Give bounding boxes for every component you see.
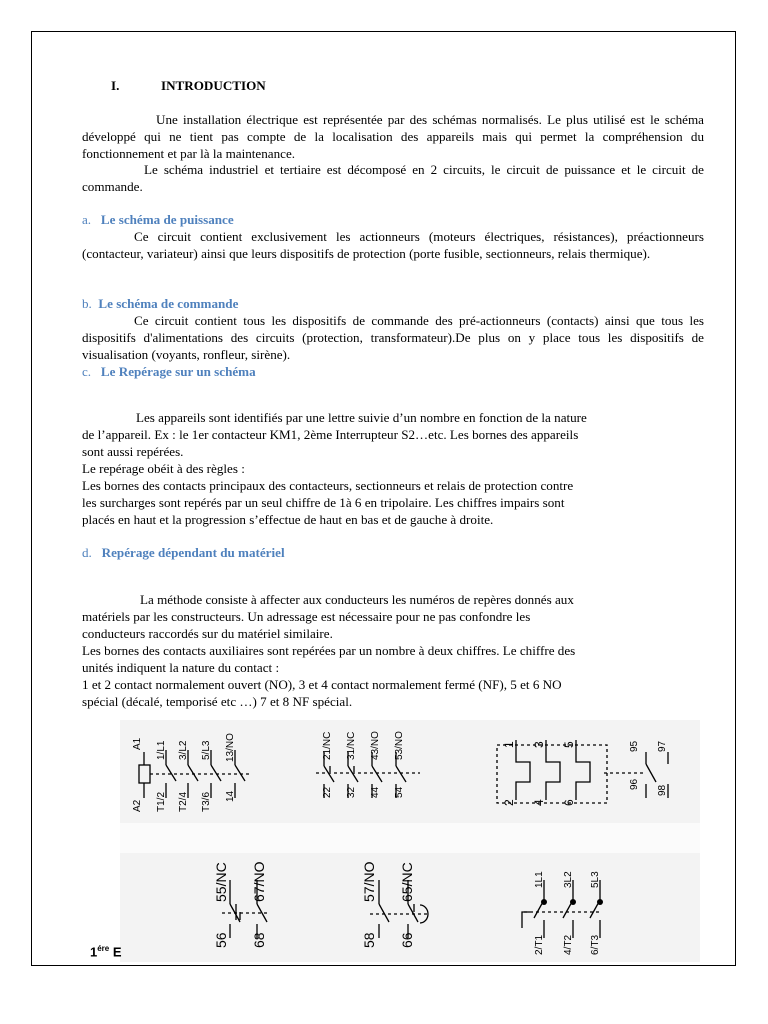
section-d-line: La méthode consiste à affecter aux conducteurs les numéros de repères donnés aux <box>140 592 574 607</box>
terminal-label: 95 <box>629 740 640 752</box>
section-c-line: Les bornes des contacts principaux des contacteurs, sectionneurs et relais de protection contre <box>82 478 574 493</box>
section-a-text: Ce circuit contient exclusivement les actionneurs (moteurs électriques, résistances), préactionneurs (contacteur, variateur) ainsi que leurs dispositifs de protection (porte fusible, sectionneurs, relais thermique). <box>82 229 704 261</box>
section-c-title: Le Repérage sur un schéma <box>100 364 256 379</box>
terminal-label: 3 <box>532 741 546 748</box>
terminal-label: 3/L2 <box>178 740 189 760</box>
terminal-label: 3L2 <box>563 871 574 888</box>
coil-bottom-label: A2 <box>132 799 143 812</box>
terminal-label: 5/L3 <box>201 740 212 760</box>
terminal-label: 2 <box>502 799 516 806</box>
terminal-label: 21/NC <box>322 731 333 760</box>
terminal-label: 13/NO <box>225 733 236 762</box>
section-d-title: Repérage dépendant du matériel <box>101 545 285 560</box>
section-title: INTRODUCTION <box>161 78 266 93</box>
terminal-label: 31/NC <box>346 731 357 760</box>
footer-rest: E <box>112 944 122 960</box>
intro-paragraph-2: Le schéma industriel et tertiaire est décomposé en 2 circuits, le circuit de puissance et le circuit de commande. <box>82 162 704 194</box>
section-number: I. <box>111 78 120 93</box>
footer-number: 1 <box>90 944 98 960</box>
terminal-label: 65/NC <box>399 862 415 902</box>
terminal-label: 68 <box>251 932 267 948</box>
section-d-line: conducteurs raccordés sur du matériel similaire. <box>82 626 333 641</box>
section-b-letter: b. <box>82 296 92 311</box>
terminal-label: 98 <box>657 784 668 796</box>
terminal-label: 32 <box>346 786 357 798</box>
section-d-line: unités indiquent la nature du contact : <box>82 660 280 675</box>
terminal-label: 5L3 <box>590 871 601 888</box>
section-c-line: Le repérage obéit à des règles : <box>82 461 245 476</box>
section-b-text: Ce circuit contient tous les dispositifs de commande des pré-actionneurs (contacts) ainsi que tous les dispositifs d'alimentations des circuits (protection, transformateur).De plus on y place tous les dispositifs de visualisation (voyants, ronfleur, sirène). <box>82 313 704 362</box>
section-c-letter: c. <box>82 364 92 379</box>
terminal-label: 22 <box>322 786 333 798</box>
coil-symbol <box>139 765 150 783</box>
section-b-title: Le schéma de commande <box>98 296 239 311</box>
section-d-letter: d. <box>82 545 92 560</box>
section-d-line: spécial (décalé, temporisé etc …) 7 et 8 NF spécial. <box>82 694 353 709</box>
terminal-label: T1/2 <box>156 791 167 812</box>
section-a-title: Le schéma de puissance <box>100 212 234 227</box>
terminal-label: 58 <box>361 932 377 948</box>
terminal-label: T2/4 <box>178 791 189 812</box>
section-c-line: les surcharges sont repérés par un seul chiffre de 1à 6 en tripolaire. Les chiffres impairs sont <box>82 495 565 510</box>
terminal-label: T3/6 <box>201 791 212 812</box>
terminal-label: 44 <box>370 786 381 798</box>
footer-superscript: ére <box>97 944 110 953</box>
terminal-label: 43/NO <box>370 731 381 760</box>
section-d-line: Les bornes des contacts auxiliaires sont repérées par un nombre à deux chiffres. Le chiffre des <box>82 643 576 658</box>
terminal-label: 96 <box>629 778 640 790</box>
terminal-label: 4 <box>532 799 546 806</box>
section-c-line: Les appareils sont identifiés par une lettre suivie d’un nombre en fonction de la nature <box>136 410 587 425</box>
section-c-line: sont aussi repérées. <box>82 444 184 459</box>
terminal-label: 2/T1 <box>534 934 545 955</box>
terminal-label: 5 <box>562 741 576 748</box>
terminal-label: 1L1 <box>534 871 545 888</box>
terminal-label: 57/NO <box>361 861 377 902</box>
terminal-label: 6/T3 <box>590 934 601 955</box>
terminal-label: 1/L1 <box>156 740 167 760</box>
terminal-label: 6 <box>562 799 576 806</box>
section-a-letter: a. <box>82 212 92 227</box>
terminal-label: 56 <box>213 932 229 948</box>
terminal-label: 14 <box>225 790 236 802</box>
terminal-label: 4/T2 <box>563 934 574 955</box>
page-footer <box>90 944 122 959</box>
intro-paragraph-1: Une installation électrique est représentée par des schémas normalisés. Le plus utilisé est le schéma développé qui ne tient pas compte de la localisation des appareils mais qui permet la compréhension du fonctionnement et par là la maintenance. <box>82 112 704 161</box>
terminal-label: 97 <box>657 740 668 752</box>
terminal-label: 54 <box>394 786 405 798</box>
coil-top-label: A1 <box>132 737 143 750</box>
terminal-label: 66 <box>399 932 415 948</box>
terminal-label: 67/NO <box>251 861 267 902</box>
section-d-line: 1 et 2 contact normalement ouvert (NO), 3 et 4 contact normalement fermé (NF), 5 et 6 NO <box>82 677 562 692</box>
section-d-line: matériels par les constructeurs. Un adressage est nécessaire pour ne pas confondre les <box>82 609 531 624</box>
terminal-label: 53/NO <box>394 731 405 760</box>
terminal-label: 1 <box>502 741 516 748</box>
terminal-label: 55/NC <box>213 862 229 902</box>
section-c-line: placés en haut et la progression s’effectue de haut en bas et de gauche à droite. <box>82 512 494 527</box>
section-c-line: de l’appareil. Ex : le 1er contacteur KM1, 2ème Interrupteur S2…etc. Les bornes des appareils <box>82 427 579 442</box>
